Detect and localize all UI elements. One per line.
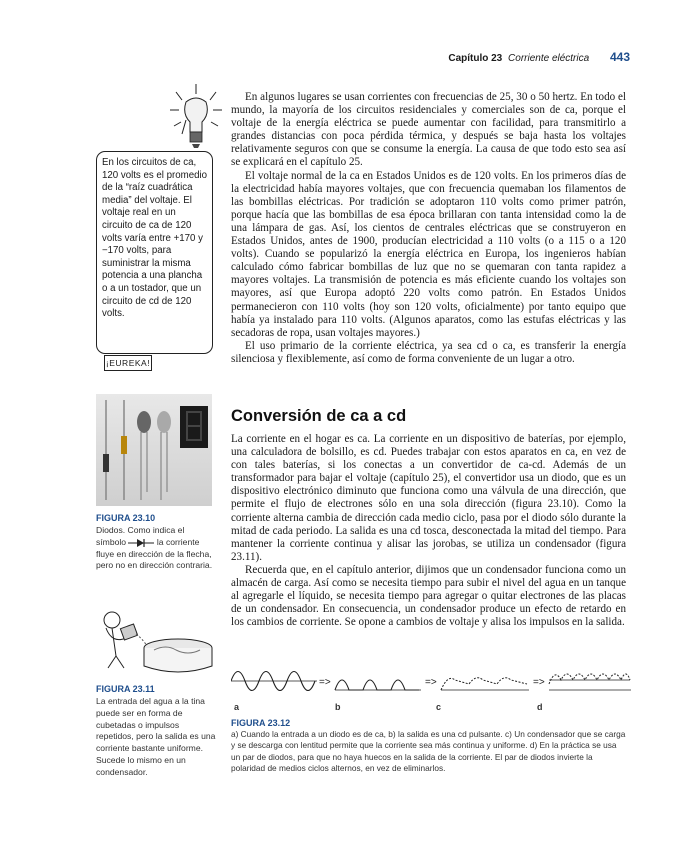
diodes-illustration [96,394,212,506]
caption-text: Diodos. Como indica el símbolo [96,525,185,547]
waveform-diagram [231,660,631,702]
chapter-title: Corriente eléctrica [508,53,590,64]
figure-23-11-caption: La entrada del agua a la tina puede ser en forma de cubetadas o impulsos repetidos, pero la salida es una corriente bastante uniforme. Sucede lo mismo en un condensador. [96,696,216,777]
body-text-top [231,91,626,366]
pulsating-dc-wave [335,680,421,690]
section-title: Conversión de ca a cd [231,407,407,425]
panel-label-d: d [537,702,543,712]
panel-label-a: a [234,702,240,712]
figure-23-12-caption: a) Cuando la entrada a un diodo es de ca, b) la salida es una cd pulsante. c) Un condensador que se carga y se descarga con lentitud permite que la corriente sea más continua y uniforme. d) En la práctica se usa un par de diodos, para que no haya huecos en la salida de la corriente. El par de diodos invierte la polaridad de medios ciclos alternos, en vez de eliminarlos. [231,729,626,773]
figure-23-12-label: FIGURA 23.12 [231,718,291,728]
eureka-sidebar [96,151,213,354]
chapter-number: Capítulo 23 [448,53,503,64]
page-number: 443 [609,50,630,64]
figure-23-10-caption [96,525,214,572]
water-tub-drawing [96,604,216,676]
smoothed-wave [441,678,529,690]
arrow-icon: => [533,677,545,688]
arrow-icon: => [319,677,331,688]
body-text-section [231,433,626,629]
paragraph: En algunos lugares se usan corrientes con frecuencias de 25, 30 o 50 hertz. En todo el mundo, la mayoría de los circuitos residenciales y comerciales son de ca, porque el voltaje de la energía eléctrica se puede aumentar con facilidad, para transmitirlo a grandes distancias con poca pérdida térmica, y después se baja hasta los voltajes relativamente seguros con que se consume la energía. La causa de que todo esto sea así se explicará en el capítulo 25. [231,91,626,169]
arrow-icon: => [425,677,437,688]
diodes-photo [96,394,212,506]
paragraph: El voltaje normal de la ca en Estados Unidos es de 120 volts. En los primeros días de la electricidad había mayores voltajes, que con frecuencia quemaban los filamentos de las bombillas eléctricas. Por tradición se adoptaron 110 volts como primer patrón, porque hacía que las bombillas de esa época brillaran con tanta intensidad como la de una lámpara de gas. Así, los cientos de centrales eléctricas que se construyeron en Estados Unidos, antes de 1900, producían electricidad a 110 volts (o a 115 o a 120 volts). Cuando se popularizó la energía eléctrica en Europa, los ingenieros habían calculado cómo fabricar bombillas de luz que no se quemaran con tanta rapidez a mayores voltajes. La transmisión de potencia es más eficiente cuando los voltajes son mayores, así que Europa adoptó 220 volts como patrón. En Estados Unidos permanecieron con 110 volts (hoy son 120 volts, oficialmente) por tanto equipo que había ya instalado para 110 volts. (Algunos aparatos, como las estufas eléctricas y las secadoras de ropa, usan voltajes mayores.) [231,169,626,339]
sidebar-text: En los circuitos de ca, 120 volts es el promedio de la “raíz cuadrática media” del voltaje. El voltaje real en un circuito de ca de 120 volts varía entre +170 y −170 volts, para suministrar la misma potencia a una plancha o a un tostador, que un circuito de cd de 120 volts. [102,157,208,320]
figure-23-11-label: FIGURA 23.11 [96,684,155,694]
figure-23-10-label: FIGURA 23.10 [96,513,156,523]
panel-label-b: b [335,702,341,712]
panel-label-c: c [436,702,442,712]
paragraph: Recuerda que, en el capítulo anterior, dijimos que un condensador funciona como un almacén de carga. Así como se necesita tiempo para subir el nivel del agua en un tanque al agregarle el líquido, se necesita tiempo para agregar o quitar electrones de las placas de un condensador. En consecuencia, un condensador produce un efecto de retardo en los cambios de corriente. Se opone a cambios de voltaje y alisa los impulsos en la salida. [231,563,626,629]
diode-symbol-icon [128,538,154,548]
running-header [420,50,630,68]
paragraph: La corriente en el hogar es ca. La corriente en un dispositivo de baterías, por ejemplo, una calculadora de bolsillo, es cd. Puedes trabajar con estos aparatos en ca, en vez de con tales baterías, si los conectas a un convertidor de ca-cd. Además de un transformador para bajar el voltaje (capítulo 25), el convertidor usa un diodo, que es un dispositivo electrónico diminuto que funciona como una válvula de una dirección, que permite el flujo de electrones sólo en una sola dirección (figura 23.10). Como la corriente alterna cambia de dirección cada medio ciclo, pasa por el diodo sólo durante la mitad de cada periodo. La salida es una cd tosca, desconectada la mitad del tiempo. Para mantener la corriente continua y alisar las jorobas, se utiliza un condensador (figura 23.11). [231,433,626,563]
caption-text: la corriente fluye en dirección de la flecha, pero no en dirección contraria. [96,536,213,571]
full-wave-output [549,674,631,690]
lightbulb-icon [168,82,224,150]
paragraph: El uso primario de la corriente eléctrica, ya sea cd o ca, es transferir la energía silenciosa y flexiblemente, así como de forma conveniente de un lugar a otro. [231,339,626,365]
eureka-badge: ¡EUREKA! [104,355,152,371]
